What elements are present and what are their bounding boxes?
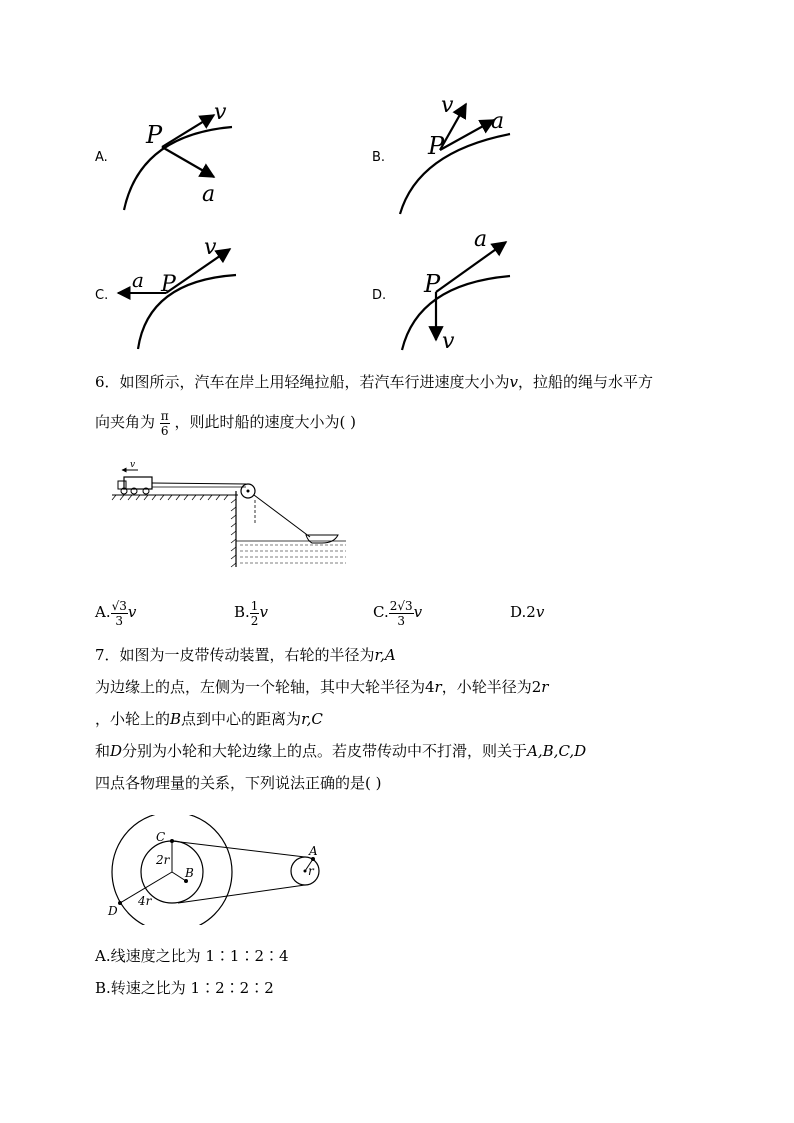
option-b-diagram — [388, 90, 528, 220]
label-b: B — [185, 866, 194, 880]
q6-option-a: A. $\frac{√3}{3}$ v — [95, 598, 137, 628]
question-6-line-2: 向夹角为 $\frac{\pi}{6}$ ，则此时船的速度大小为( ) — [95, 408, 356, 438]
question-7-line-1: 7．如图为一皮带传动装置，右轮的半径为r,A — [95, 646, 396, 664]
point-p: P — [146, 121, 163, 149]
radius-b — [172, 872, 186, 881]
point-d — [118, 901, 122, 905]
label-r: r — [308, 864, 314, 878]
angle-fraction: $\frac{\pi}{6}$ — [160, 408, 169, 438]
boat — [306, 535, 338, 543]
option-a-label: A. — [95, 150, 108, 165]
q6-option-d: D.2v — [510, 603, 545, 621]
curve — [400, 134, 510, 214]
option-c-diagram — [112, 235, 242, 355]
curve — [124, 127, 232, 210]
belt-pulley-diagram — [100, 815, 330, 925]
option-d-label: D. — [372, 288, 387, 303]
label-a: a — [474, 227, 488, 252]
option-d-diagram — [390, 222, 530, 357]
label-a: a — [491, 109, 505, 134]
q6-option-c: C. $\frac{2√3}{3}$ v — [373, 598, 423, 628]
point-c — [170, 839, 174, 843]
question-7-line-5: 四点各物理量的关系，下列说法正确的是( ) — [95, 774, 382, 792]
belt-bottom — [178, 885, 305, 903]
label-v: v — [214, 100, 227, 125]
label-a: A — [309, 844, 318, 858]
label-2r: 2r — [156, 853, 170, 867]
point-p: P — [428, 132, 445, 160]
option-a-diagram — [110, 95, 250, 215]
car-body — [124, 477, 152, 489]
label-c: C — [156, 830, 166, 844]
q7-option-b: B.转速之比为 1∶2∶2∶2 — [95, 979, 274, 997]
acceleration-arrow — [162, 147, 214, 177]
point-p: P — [161, 272, 176, 297]
car-boat-diagram — [110, 455, 350, 575]
q7-option-a: A.线速度之比为 1∶1∶2∶4 — [95, 947, 289, 965]
label-d: D — [108, 904, 118, 918]
curve — [138, 275, 236, 349]
question-7-line-4: 和D分别为小轮和大轮边缘上的点。若皮带传动中不打滑，则关于A,B,C,D — [95, 742, 587, 760]
question-7-line-2: 为边缘上的点，左侧为一个轮轴，其中大轮半径为4r，小轮半径为2r — [95, 678, 549, 696]
curve — [402, 276, 510, 350]
label-v: v — [204, 235, 217, 260]
rope-horizontal — [152, 483, 246, 484]
label-a: a — [202, 182, 216, 207]
point-p: P — [424, 270, 441, 298]
label-v: v — [441, 93, 454, 118]
label-v: v — [442, 329, 455, 354]
acceleration-arrow — [436, 242, 506, 292]
option-c-label: C. — [95, 288, 109, 303]
car-v-label: v — [130, 460, 136, 470]
question-6-line-1: 6．如图所示，汽车在岸上用轻绳拉船，若汽车行进速度大小为v，拉船的绳与水平方 — [95, 373, 654, 391]
rope-to-boat — [254, 495, 310, 537]
question-7-line-3: ，小轮上的B点到中心的距离为r,C — [95, 710, 323, 728]
label-4r: 4r — [138, 894, 152, 908]
q6-option-b: B. $\frac{1}{2}$ v — [234, 598, 268, 628]
option-b-label: B. — [372, 150, 386, 165]
label-a: a — [132, 268, 144, 292]
